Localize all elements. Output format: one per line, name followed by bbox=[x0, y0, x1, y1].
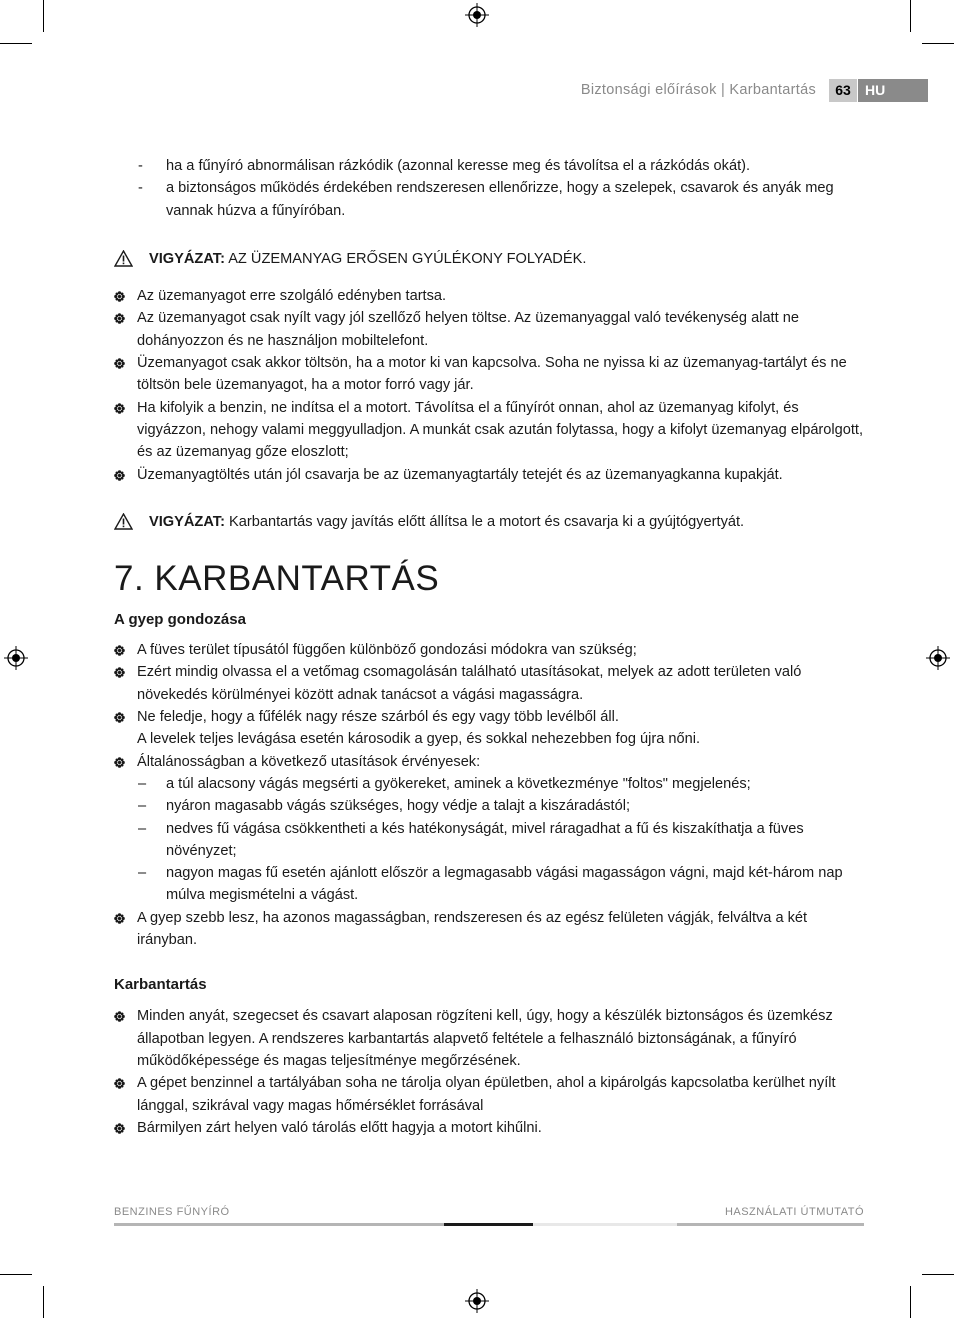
registration-mark-icon bbox=[4, 646, 28, 670]
flower-bullet-icon bbox=[114, 1011, 125, 1022]
warning-notice bbox=[114, 248, 866, 270]
list-item bbox=[114, 639, 866, 661]
flower-bullet-icon bbox=[114, 403, 125, 414]
list-item bbox=[114, 307, 866, 352]
dash-marker: – bbox=[138, 798, 147, 815]
list-item-text: nyáron magasabb vágás szükséges, hogy védje a talajt a kiszáradástól; bbox=[166, 798, 631, 815]
list-item bbox=[114, 818, 866, 863]
list-item-text: Bármilyen zárt helyen való tárolás előtt hagyja a motort kihűlni. bbox=[137, 1119, 542, 1136]
registration-mark-icon bbox=[465, 1289, 489, 1313]
list-item-text: Ne feledje, hogy a fűfélék nagy része szárból és egy vagy több levélből áll. bbox=[137, 709, 619, 726]
list-item-text: Üzemanyagot csak akkor töltsön, ha a motor ki van kapcsolva. Soha ne nyissa ki az üzemanyag-tartályt és ne töltsön bele üzemanyagot, ha a motor forró vagy jár. bbox=[137, 355, 847, 394]
flower-bullet-icon bbox=[114, 291, 125, 302]
registration-mark-icon bbox=[465, 3, 489, 27]
list-item bbox=[114, 795, 866, 817]
list-item bbox=[114, 285, 866, 307]
list-item-text: a biztonságos működés érdekében rendszeresen ellenőrizze, hogy a szelepek, csavarok és anyák meg vannak húzva a fűnyíróban. bbox=[166, 180, 834, 219]
flower-bullet-icon bbox=[114, 645, 125, 656]
list-item-text: Az üzemanyagot erre szolgáló edényben tartsa. bbox=[137, 288, 447, 305]
list-item-text: A füves terület típusától függően különböző gondozási módokra van szükség; bbox=[137, 642, 637, 659]
crop-mark bbox=[910, 0, 911, 32]
chapter-title: 7. KARBANTARTÁS bbox=[114, 559, 440, 599]
list-item bbox=[114, 464, 866, 486]
flower-bullet-icon bbox=[114, 712, 125, 723]
language-badge: HU bbox=[858, 79, 928, 102]
warning-text: Karbantartás vagy javítás előtt állítsa le a motort és csavarja ki a gyújtógyertyát. bbox=[224, 513, 745, 530]
flower-bullet-icon bbox=[114, 358, 125, 369]
crop-mark bbox=[0, 1274, 32, 1275]
list-item bbox=[114, 397, 866, 464]
crop-mark bbox=[43, 0, 44, 32]
list-item bbox=[114, 1117, 866, 1139]
section-header: Biztonsági előírások | Karbantartás bbox=[580, 82, 816, 98]
list-item-text: A levelek teljes levágása esetén károsodik a gyep, és sokkal nehezebben fog újra nőni. bbox=[137, 731, 701, 748]
list-item-text: a túl alacsony vágás megsérti a gyökereket, aminek a következménye "foltos" megjelenés; bbox=[166, 775, 751, 792]
warning-label: VIGYÁZAT: bbox=[149, 250, 225, 267]
warning-triangle-icon bbox=[114, 513, 133, 530]
list-item-text: Általánosságban a következő utasítások érvényesek: bbox=[137, 753, 481, 770]
dash-marker: – bbox=[138, 775, 147, 792]
list-item-text: A gépet benzinnel a tartályában soha ne tárolja olyan épületben, ahol a kipárolgás kapcsolatba kerülhet nyílt lánggal, szikrával vagy magas hőmérséklet forrásával bbox=[137, 1075, 836, 1114]
warning-label: VIGYÁZAT: bbox=[149, 513, 225, 530]
list-item-text: ha a fűnyíró abnormálisan rázkódik (azonnal keresse meg és távolítsa el a rázkódás okát). bbox=[166, 158, 751, 174]
crop-mark bbox=[0, 43, 32, 44]
warning-triangle-icon bbox=[114, 250, 133, 267]
list-item bbox=[114, 177, 866, 222]
dash-marker: - bbox=[138, 158, 143, 174]
page-number: 63 bbox=[829, 79, 857, 102]
footer-manual-title: HASZNÁLATI ÚTMUTATÓ bbox=[724, 1206, 864, 1218]
list-item-text: Ezért mindig olvassa el a vetőmag csomagolásán található utasításokat, melyek az adott területen való növekedés körülményei között adnak tanácsot a vágási magasságra. bbox=[137, 664, 802, 703]
crop-mark bbox=[43, 1286, 44, 1318]
flower-bullet-icon bbox=[114, 470, 125, 481]
list-item bbox=[114, 1072, 866, 1117]
flower-bullet-icon bbox=[114, 1123, 125, 1134]
footer-rule bbox=[444, 1223, 533, 1226]
crop-mark bbox=[922, 1274, 954, 1275]
list-item bbox=[114, 155, 866, 177]
flower-bullet-icon bbox=[114, 1078, 125, 1089]
crop-mark bbox=[910, 1286, 911, 1318]
warning-notice bbox=[114, 511, 866, 533]
list-item-text: Ha kifolyik a benzin, ne indítsa el a motort. Távolítsa el a fűnyírót onnan, ahol az üzemanyag kifolyt, és vigyázzon, nehogy valami meggyulladjon. A munkát csak azután folytassa, hogy a kifolyt üzemanyag elpárolgott, és az üzemanyag gőze eloszlott; bbox=[137, 399, 864, 461]
section-heading: Karbantartás bbox=[114, 976, 207, 994]
list-item bbox=[114, 661, 866, 706]
fuel-bullet-list bbox=[114, 285, 866, 486]
flower-bullet-icon bbox=[114, 913, 125, 924]
page-content bbox=[114, 155, 866, 1139]
list-item bbox=[114, 862, 866, 907]
list-item-text: Az üzemanyagot csak nyílt vagy jól szellőző helyen töltse. Az üzemanyaggal való tevékenység alatt ne dohányozzon és ne használjon mobiltelefont. bbox=[137, 310, 799, 349]
footer-product-name: BENZINES FŰNYÍRÓ bbox=[114, 1206, 230, 1218]
footer-rule bbox=[677, 1223, 864, 1226]
flower-bullet-icon bbox=[114, 313, 125, 324]
list-item-text: Üzemanyagtöltés után jól csavarja be az üzemanyagtartály tetejét és az üzemanyagkanna kupakját. bbox=[137, 466, 783, 483]
flower-bullet-icon bbox=[114, 757, 125, 768]
flower-bullet-icon bbox=[114, 667, 125, 678]
dash-marker: – bbox=[138, 865, 147, 882]
list-item-text: nagyon magas fű esetén ajánlott először a legmagasabb vágási magasságon vágni, majd két-három nap múlva megismételni a vágást. bbox=[166, 865, 843, 904]
list-item bbox=[114, 907, 866, 952]
maintenance-bullet-list bbox=[114, 1005, 866, 1139]
list-item bbox=[114, 751, 866, 773]
warning-text: AZ ÜZEMANYAG ERŐSEN GYÚLÉKONY FOLYADÉK. bbox=[224, 250, 587, 267]
list-item-text: A gyep szebb lesz, ha azonos magasságban, rendszeresen és az egész felületen vágják, felváltva a két irányban. bbox=[137, 909, 808, 949]
section-heading: A gyep gondozása bbox=[114, 611, 246, 629]
footer-rule bbox=[533, 1223, 677, 1226]
list-item bbox=[114, 773, 866, 795]
list-item bbox=[114, 352, 866, 397]
registration-mark-icon bbox=[926, 646, 950, 670]
crop-mark bbox=[922, 43, 954, 44]
list-item bbox=[114, 1005, 866, 1072]
list-item-text: Minden anyát, szegecset és csavart alaposan rögzíteni kell, úgy, hogy a készülék biztonságos és üzemkész állapotban legyen. A rendszeres karbantartás alapvető feltétele a felhasználó biztonságának, a fűnyíró működőképessége és magas teljesítménye megőrzésének. bbox=[137, 1008, 833, 1069]
list-item-text: nedves fű vágása csökkentheti a kés hatékonyságát, mivel ráragadhat a fű és kiszakíthatja a füves növényzet; bbox=[166, 820, 804, 859]
dash-marker: - bbox=[138, 180, 143, 197]
lawn-bullet-list bbox=[114, 639, 866, 951]
footer-rule bbox=[114, 1223, 444, 1226]
dash-marker: – bbox=[138, 820, 147, 837]
list-item bbox=[114, 706, 866, 751]
